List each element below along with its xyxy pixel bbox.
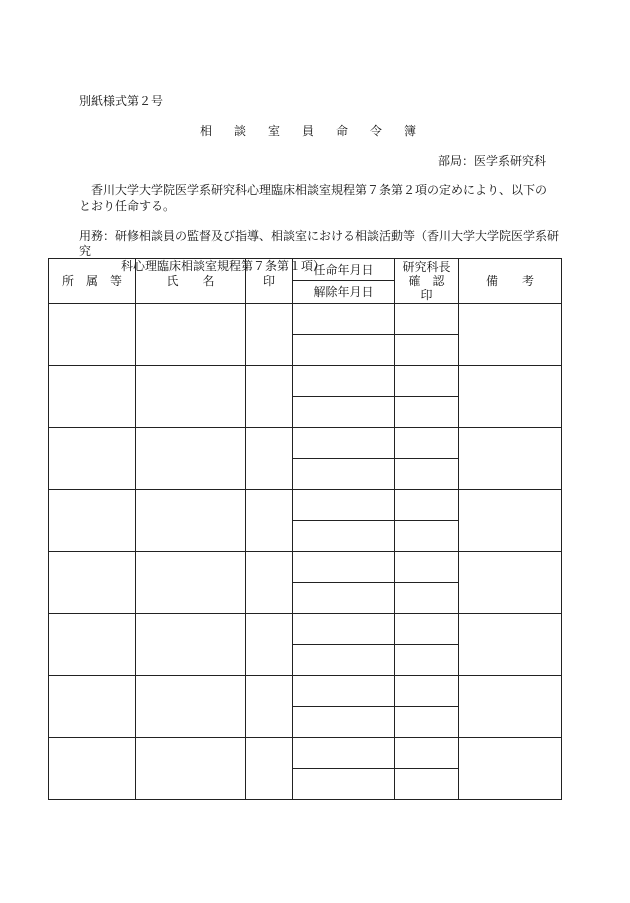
name-cell[interactable] <box>136 428 246 490</box>
seal-cell[interactable] <box>246 428 293 490</box>
affiliation-cell[interactable] <box>49 552 136 614</box>
release-date-cell[interactable] <box>293 707 395 738</box>
remarks-cell[interactable] <box>459 490 562 552</box>
affiliation-cell[interactable] <box>49 614 136 676</box>
release-date-cell[interactable] <box>293 769 395 800</box>
dean-confirm-cell-upper[interactable] <box>395 738 459 769</box>
seal-cell[interactable] <box>246 304 293 366</box>
dean-confirm-cell-upper[interactable] <box>395 614 459 645</box>
dean-confirm-cell-upper[interactable] <box>395 428 459 459</box>
name-cell[interactable] <box>136 366 246 428</box>
appointment-date-cell[interactable] <box>293 428 395 459</box>
dean-confirm-cell-lower[interactable] <box>395 583 459 614</box>
table-row <box>49 552 562 583</box>
appointment-date-cell[interactable] <box>293 304 395 335</box>
table-row <box>49 490 562 521</box>
appointment-date-cell[interactable] <box>293 676 395 707</box>
duties-line-1: 用務：研修相談員の監督及び指導、相談室における相談活動等（香川大学大学院医学系研究 <box>79 229 560 258</box>
dean-confirm-cell-upper[interactable] <box>395 304 459 335</box>
form-number: 別紙様式第２号 <box>79 94 164 108</box>
dean-confirm-cell-lower[interactable] <box>395 707 459 738</box>
header-seal: 印 <box>246 259 293 304</box>
name-cell[interactable] <box>136 490 246 552</box>
appointment-date-cell[interactable] <box>293 552 395 583</box>
seal-cell[interactable] <box>246 676 293 738</box>
name-cell[interactable] <box>136 304 246 366</box>
dean-confirm-cell-lower[interactable] <box>395 645 459 676</box>
dean-confirm-cell-upper[interactable] <box>395 676 459 707</box>
name-cell[interactable] <box>136 738 246 800</box>
dean-confirm-cell-upper[interactable] <box>395 552 459 583</box>
appointment-date-cell[interactable] <box>293 490 395 521</box>
header-dean-line-3: 印 <box>420 288 433 302</box>
table-row <box>49 428 562 459</box>
table-row <box>49 304 562 335</box>
affiliation-cell[interactable] <box>49 304 136 366</box>
dean-confirm-cell-lower[interactable] <box>395 769 459 800</box>
dean-confirm-cell-upper[interactable] <box>395 366 459 397</box>
department-label: 部局：医学系研究科 <box>437 154 546 168</box>
affiliation-cell[interactable] <box>49 676 136 738</box>
appointment-table <box>48 258 562 800</box>
table-row <box>49 366 562 397</box>
remarks-cell[interactable] <box>459 614 562 676</box>
remarks-cell[interactable] <box>459 304 562 366</box>
table-row <box>49 738 562 769</box>
remarks-cell[interactable] <box>459 428 562 490</box>
affiliation-cell[interactable] <box>49 490 136 552</box>
seal-cell[interactable] <box>246 738 293 800</box>
dean-confirm-cell-lower[interactable] <box>395 459 459 490</box>
affiliation-cell[interactable] <box>49 738 136 800</box>
header-dean-line-1: 研究科長 <box>402 260 451 274</box>
appointment-statement: 香川大学大学院医学系研究科心理臨床相談室規程第７条第２項の定めにより、以下のとおり任命する。 <box>79 183 548 213</box>
duties-line-2: 科心理臨床相談室規程第７条第１項） <box>121 259 326 273</box>
appointment-date-cell[interactable] <box>293 366 395 397</box>
header-affiliation: 所 属 等 <box>49 259 136 304</box>
remarks-cell[interactable] <box>459 738 562 800</box>
affiliation-cell[interactable] <box>49 366 136 428</box>
release-date-cell[interactable] <box>293 645 395 676</box>
header-appointment-date: 任命年月日 <box>293 259 395 281</box>
name-cell[interactable] <box>136 552 246 614</box>
dean-confirm-cell-lower[interactable] <box>395 397 459 428</box>
name-cell[interactable] <box>136 614 246 676</box>
name-cell[interactable] <box>136 676 246 738</box>
appointment-date-cell[interactable] <box>293 614 395 645</box>
release-date-cell[interactable] <box>293 335 395 366</box>
affiliation-cell[interactable] <box>49 428 136 490</box>
seal-cell[interactable] <box>246 614 293 676</box>
seal-cell[interactable] <box>246 552 293 614</box>
remarks-cell[interactable] <box>459 676 562 738</box>
release-date-cell[interactable] <box>293 583 395 614</box>
document-title: 相談室員命令簿 <box>200 124 439 138</box>
seal-cell[interactable] <box>246 366 293 428</box>
release-date-cell[interactable] <box>293 521 395 552</box>
table-row <box>49 676 562 707</box>
dean-confirm-cell-lower[interactable] <box>395 335 459 366</box>
remarks-cell[interactable] <box>459 366 562 428</box>
header-name: 氏 名 <box>136 259 246 304</box>
table-body <box>49 304 562 800</box>
header-remarks: 備 考 <box>459 259 562 304</box>
appointment-date-cell[interactable] <box>293 738 395 769</box>
release-date-cell[interactable] <box>293 397 395 428</box>
header-release-date: 解除年月日 <box>293 281 395 304</box>
seal-cell[interactable] <box>246 490 293 552</box>
header-dean-confirmation <box>395 259 459 304</box>
remarks-cell[interactable] <box>459 552 562 614</box>
dean-confirm-cell-lower[interactable] <box>395 521 459 552</box>
table-row <box>49 614 562 645</box>
header-dean-line-2: 確 認 <box>408 274 445 288</box>
release-date-cell[interactable] <box>293 459 395 490</box>
dean-confirm-cell-upper[interactable] <box>395 490 459 521</box>
